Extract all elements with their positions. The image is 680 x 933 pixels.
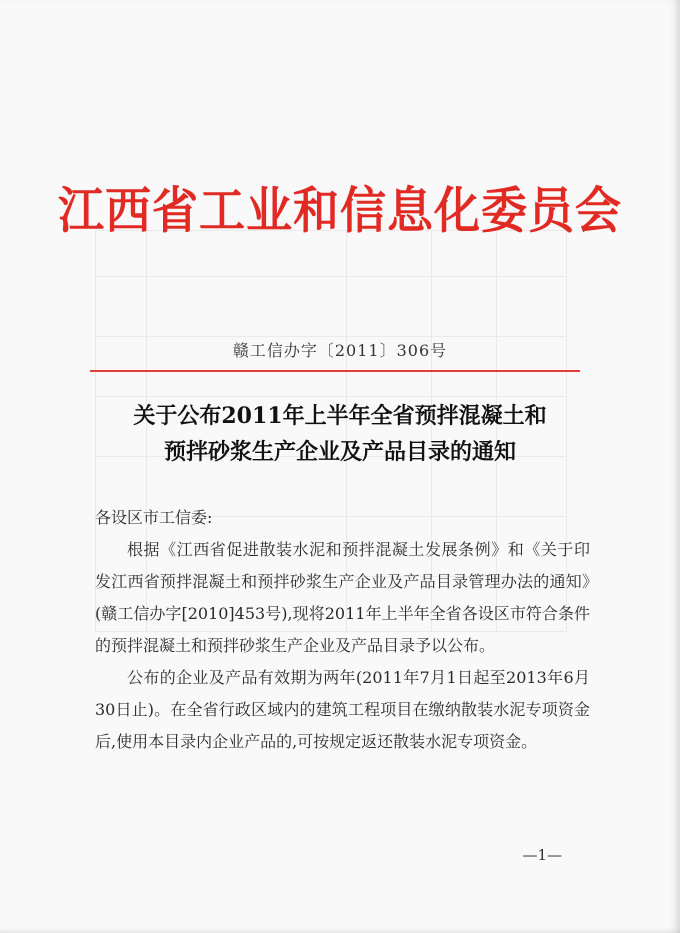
page-number: —1—: [522, 846, 562, 864]
notice-title-line-1: 关于公布2011年上半年全省预拌混凝土和: [133, 403, 547, 429]
notice-body: [95, 502, 590, 758]
paragraph-2: 公布的企业及产品有效期为两年(2011年7月1日起至2013年6月30日止)。在全省行政区域内的建筑工程项目在缴纳散装水泥专项资金后,使用本目录内企业产品的,可按规定返还散装水泥专项资金。: [95, 668, 590, 751]
letterhead-red-rule: [90, 370, 580, 372]
letterhead-title: 江西省工业和信息化委员会: [58, 180, 622, 240]
notice-title-line-2: 预拌砂浆生产企业及产品目录的通知: [163, 439, 516, 465]
salutation: 各设区市工信委:: [95, 508, 213, 527]
document-number: 赣工信办字〔2011〕306号: [232, 341, 448, 360]
paragraph-1: 根据《江西省促进散装水泥和预拌混凝土发展条例》和《关于印发江西省预拌混凝土和预拌砂浆生产企业及产品目录管理办法的通知》(赣工信办字[2010]453号),现将2011年上半年全省各设区市符合条件的预拌混凝土和预拌砂浆生产企业及产品目录予以公布。: [95, 540, 590, 655]
